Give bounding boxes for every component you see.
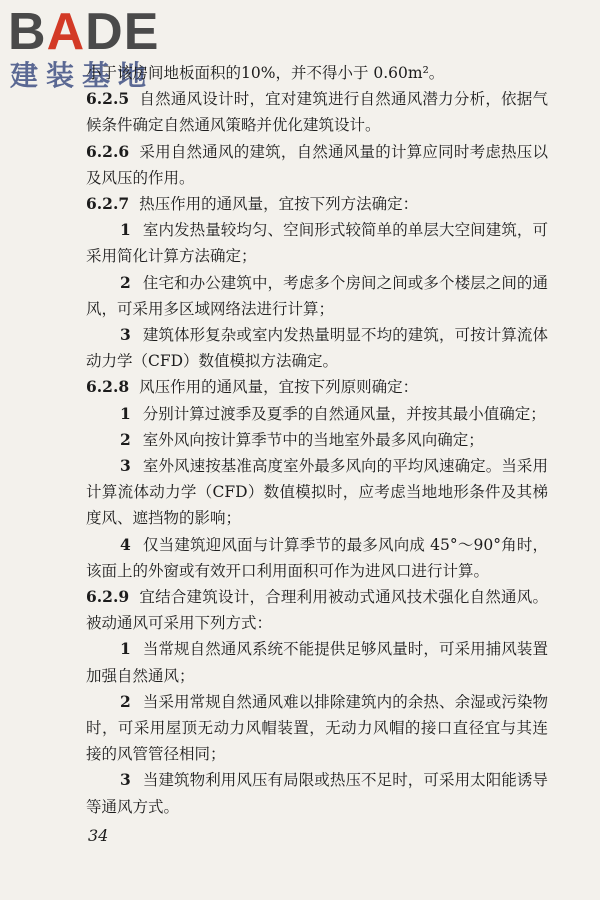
list-item — [86, 453, 548, 532]
item-number: 1 — [120, 220, 131, 240]
clause-number: 6.2.7 — [86, 194, 130, 214]
item-number: 2 — [120, 691, 131, 711]
item-number: 3 — [120, 325, 131, 345]
item-text: 当建筑物利用风压有局限或热压不足时，可采用太阳能诱导等通风方式。 — [86, 771, 548, 816]
page-number: 34 — [88, 826, 109, 845]
item-text: 室外风速按基准高度室外最多风向的平均风速确定。当采用计算流体动力学（CFD）数值模拟时，应考虑当地地形条件及其梯度风、遮挡物的影响； — [86, 457, 548, 528]
item-text: 室内发热量较均匀、空间形式较简单的单层大空间建筑，可采用简化计算方法确定； — [86, 221, 548, 266]
list-item — [86, 427, 548, 453]
item-number: 4 — [120, 534, 131, 554]
clause-text: 热压作用的通风量，宜按下列方法确定： — [139, 195, 419, 214]
clause-6-2-5 — [86, 86, 548, 138]
item-number: 2 — [120, 272, 131, 292]
item-number: 1 — [120, 639, 131, 659]
clause-6-2-9 — [86, 584, 548, 636]
item-number: 3 — [120, 770, 131, 790]
list-item — [86, 217, 548, 269]
list-item — [86, 689, 548, 768]
clause-number: 6.2.5 — [86, 89, 130, 109]
clause-text: 自然通风设计时，宜对建筑进行自然通风潜力分析，依据气候条件确定自然通风策略并优化建筑设计。 — [86, 90, 548, 135]
clause-number: 6.2.9 — [86, 587, 130, 607]
list-item — [86, 322, 548, 374]
item-text: 住宅和办公建筑中，考虑多个房间之间或多个楼层之间的通风，可采用多区域网络法进行计算； — [86, 273, 548, 318]
clause-6-2-8 — [86, 374, 548, 400]
document-body — [86, 60, 548, 820]
list-item — [86, 270, 548, 322]
item-text: 建筑体形复杂或室内发热量明显不均的建筑，可按计算流体动力学（CFD）数值模拟方法确定。 — [86, 326, 548, 371]
clause-text: 风压作用的通风量，宜按下列原则确定： — [139, 378, 419, 397]
clause-6-2-7 — [86, 191, 548, 217]
item-text: 当常规自然通风系统不能提供足够风量时，可采用捕风装置加强自然通风； — [86, 640, 548, 685]
clause-6-2-6 — [86, 139, 548, 191]
logo-wordmark — [8, 4, 159, 60]
continuation-line — [86, 60, 548, 86]
item-text: 室外风向按计算季节中的当地室外最多风向确定； — [142, 430, 484, 449]
clause-text: 采用自然通风的建筑，自然通风量的计算应同时考虑热压以及风压的作用。 — [86, 142, 548, 187]
logo-subtitle: 建装基地 — [10, 60, 155, 91]
list-item — [86, 636, 548, 688]
item-number: 1 — [120, 403, 131, 423]
item-number: 2 — [120, 429, 131, 449]
list-item — [86, 767, 548, 819]
clause-number: 6.2.6 — [86, 141, 130, 161]
clause-number: 6.2.8 — [86, 377, 130, 397]
logo-brand: BADE — [8, 3, 160, 61]
clause-text: 宜结合建筑设计，合理利用被动式通风技术强化自然通风。被动通风可采用下列方式： — [86, 588, 548, 633]
item-text: 当采用常规自然通风难以排除建筑内的余热、余湿或污染物时，可采用屋顶无动力风帽装置，无动力风帽的接口直径宜与其连接的风管管径相同； — [86, 692, 548, 764]
item-text: 仅当建筑迎风面与计算季节的最多风向成 45°～90°角时，该面上的外窗或有效开口利用面积可作为进风口进行计算。 — [86, 535, 548, 580]
paragraph-text: 小于该房间地板面积的10%，并不得小于 0.60m²。 — [86, 64, 445, 82]
item-text: 分别计算过渡季及夏季的自然通风量，并按其最小值确定； — [142, 404, 546, 423]
list-item — [86, 401, 548, 427]
list-item — [86, 532, 548, 584]
item-number: 3 — [120, 456, 131, 476]
